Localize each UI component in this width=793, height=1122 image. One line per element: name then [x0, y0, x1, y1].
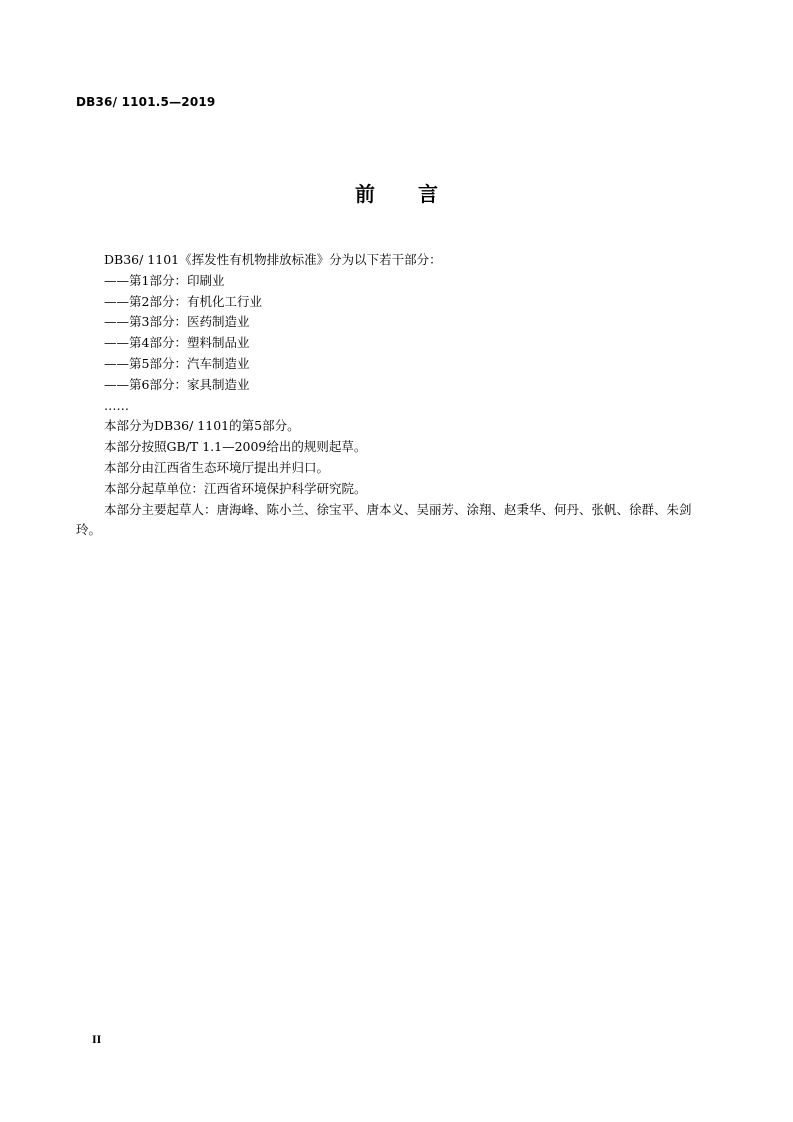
part-item: ——第5部分：汽车制造业 [104, 355, 250, 371]
page-number: II [92, 1032, 102, 1046]
paragraph: 本部分按照GB/T 1.1—2009给出的规则起草。 [104, 439, 367, 455]
part-item: ——第6部分：家具制造业 [104, 376, 250, 392]
foreword-body [76, 250, 706, 541]
document-code: DB36/ 1101.5—2019 [76, 95, 216, 109]
part-item: ——第2部分：有机化工行业 [104, 293, 262, 309]
part-item: ——第4部分：塑料制品业 [104, 335, 250, 351]
paragraph: 本部分主要起草人：唐海峰、陈小兰、徐宝平、唐本义、吴丽芳、涂翔、赵秉华、何丹、张帆、徐群、朱剑玲。 [76, 501, 692, 538]
ellipsis: …… [104, 397, 129, 413]
paragraph: 本部分起草单位：江西省环境保护科学研究院。 [104, 480, 367, 496]
paragraph: 本部分由江西省生态环境厅提出并归口。 [104, 459, 330, 475]
part-item: ——第3部分：医药制造业 [104, 314, 250, 330]
part-item: ——第1部分：印刷业 [104, 272, 225, 288]
paragraph: 本部分为DB36/ 1101的第5部分。 [104, 418, 300, 434]
page-title: 前 言 [355, 182, 456, 206]
intro-line: DB36/ 1101《挥发性有机物排放标准》分为以下若干部分： [104, 252, 442, 267]
